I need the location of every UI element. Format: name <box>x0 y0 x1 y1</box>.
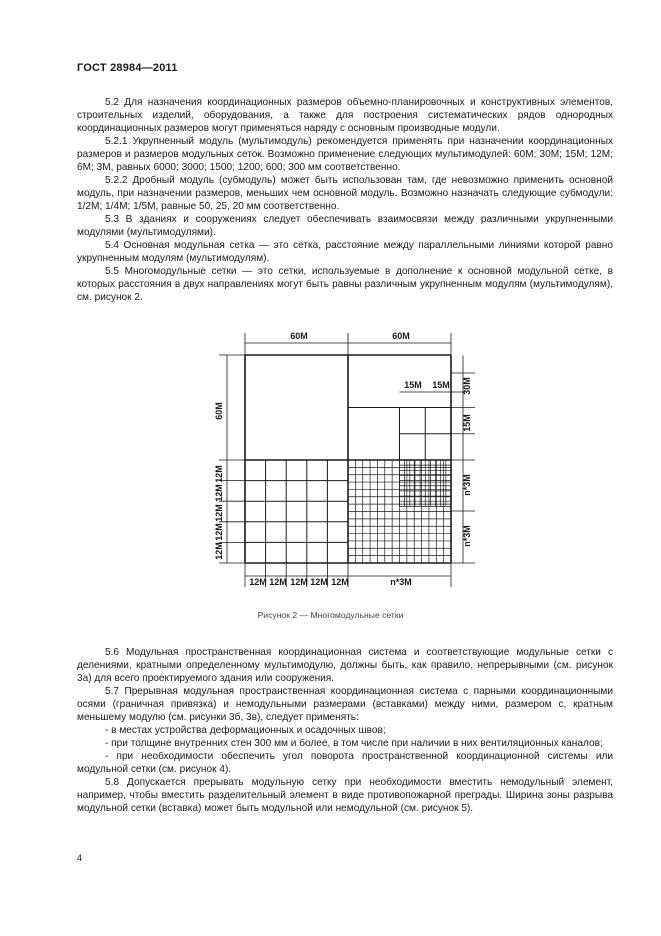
dim-label-top-right: 60M <box>392 331 410 341</box>
paragraph-5-4: 5.4 Основная модульная сетка — это сетка, расстояние между параллельными линиями которой равно укрупненным модулям (мультимодулям). <box>77 240 613 264</box>
paragraph-5-2-1: 5.2.1 Укрупненный модуль (мультимодуль) рекомендуется применять при назначении координационных размеров и размеров модульных сеток. Возможно применение следующих мультимодулей: 60M; 30M; 15M; 12M; 6M; 3M, равных 6000; 3000; 1500; 1200; 600; 300 мм соответственно. <box>77 136 613 173</box>
list-item-rotation: - при необходимости обеспечить угол поворота пространственной координационной системы или модульной сетки (см. рисунок 4). <box>77 751 613 775</box>
dim-label-left-12m-1: 12M <box>214 465 224 483</box>
dim-label-bottom-12m-5: 12M <box>331 577 349 587</box>
dim-label-left-12m-5: 12M <box>214 542 224 560</box>
dim-label-top-left: 60M <box>290 331 308 341</box>
dim-label-left-12m-3: 12M <box>214 504 224 522</box>
dim-label-bottom-12m-3: 12M <box>290 577 308 587</box>
list-item-walls: - при толщине внутренних стен 300 мм и более, в том числе при наличии в них вентиляционных каналов; <box>105 738 603 749</box>
dim-label-bottom-12m-1: 12M <box>249 577 267 587</box>
page-number: 4 <box>77 853 83 863</box>
dim-label-15m-b: 15M <box>432 380 450 390</box>
paragraph-5-2: 5.2 Для назначения координационных размеров объемно-планировочных и конструктивных элементов, строительных изделий, оборудования, а также для построения систематических рядов однородных координационных размеров могут применяться наряду с основным производные модули. <box>77 97 613 134</box>
paragraph-5-6: 5.6 Модульная пространственная координационная система и соответствующие модульные сетки с делениями, кратными определенному мультимодулю, должны быть, как правило, непрерывными (см. рисунок 3а) для всего проектируемого здания или сооружения. <box>77 647 613 684</box>
paragraph-5-8: 5.8 Допускается прерывать модульную сетку при необходимости вместить немодульный элемент, например, чтобы вместить разделительный элемент в виде противопожарной преграды. Ширина зоны разрыва модульной сетки (вставка) может быть модульной или немодульной (см. рисунок 5). <box>77 777 613 814</box>
dim-label-15m-a: 15M <box>404 380 422 390</box>
multimodular-grid-figure <box>205 325 485 595</box>
dim-label-right-30m: 30M <box>462 377 472 395</box>
document-header: ГОСТ 28984—2011 <box>77 62 178 74</box>
paragraph-5-7: 5.7 Прерывная модульная пространственная координационная система с парными координационными осями (граничная привязка) и немодульными размерами (вставками) между ними, размером с, кратным меньшему модулю (см. рисунки 3б, 3в), следует применять: <box>77 686 613 723</box>
paragraph-5-5: 5.5 Многомодульные сетки — это сетки, используемые в дополнение к основной модульной сетке, в которых расстояния в двух направлениях могут быть равны различным укрупненным модулям (мультимодулям), см. рисунок 2. <box>77 266 613 303</box>
paragraph-5-3: 5.3 В зданиях и сооружениях следует обеспечивать взаимосвязи между различными укрупненными модулями (мультимодулями). <box>77 214 613 238</box>
dim-label-bottom-n3m: n*3M <box>390 577 412 587</box>
paragraph-5-2-2: 5.2.2 Дробный модуль (субмодуль) может быть использован там, где невозможно применить основной модуль, при назначении размеров, меньших чем основной модуль. Возможно назначать следующие субмодули: 1/2M; 1/4M; 1/5M, равные 50, 25, 20 мм соответственно. <box>77 175 613 212</box>
dim-label-left-12m-4: 12M <box>214 523 224 541</box>
text-block-top <box>77 96 613 304</box>
list-item-joints: - в местах устройства деформационных и осадочных швов; <box>105 725 386 736</box>
dim-label-bottom-12m-4: 12M <box>310 577 328 587</box>
text-block-bottom <box>77 646 613 815</box>
dim-label-right-15m: 15M <box>462 414 472 432</box>
dim-label-right-n3m-b: n*3M <box>462 525 472 547</box>
dim-label-right-n3m-a: n*3M <box>462 474 472 496</box>
figure-caption: Рисунок 2 — Многомодульные сетки <box>257 610 404 620</box>
dim-label-bottom-12m-2: 12M <box>269 577 287 587</box>
dim-label-left-60m: 60M <box>214 402 224 420</box>
dim-label-left-12m-2: 12M <box>214 484 224 502</box>
